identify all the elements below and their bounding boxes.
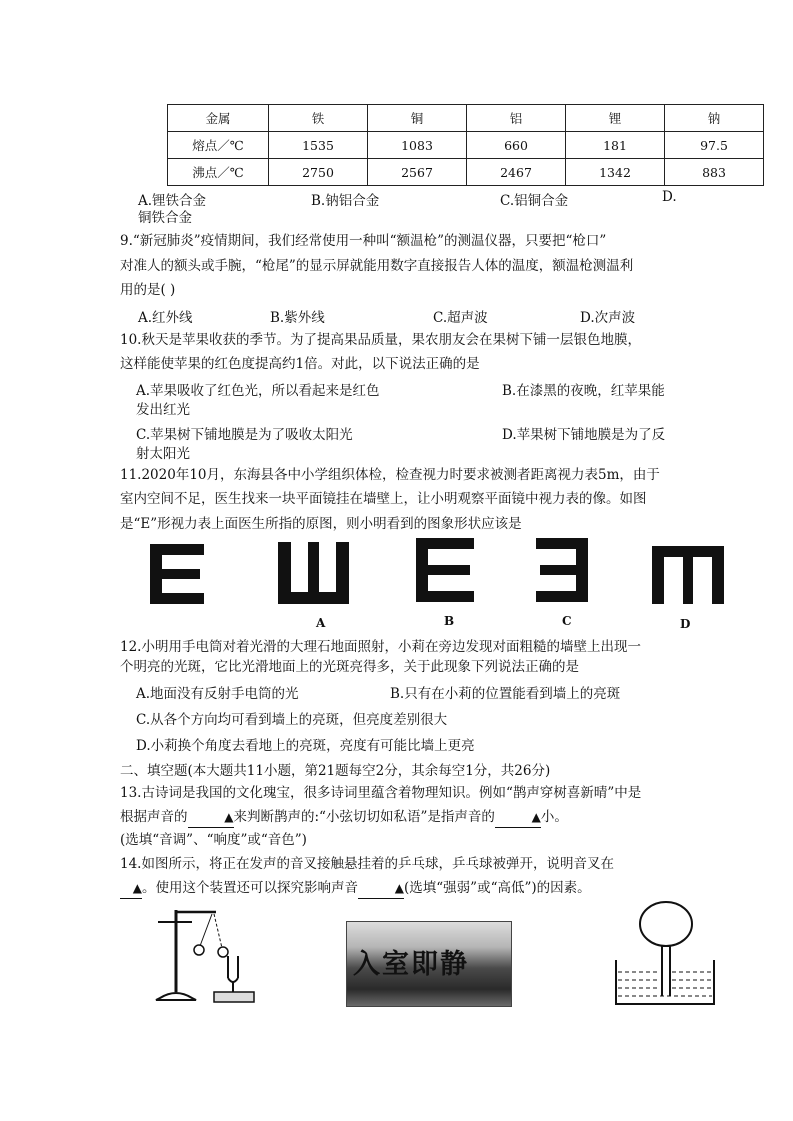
q8-option-a: A.锂铁合金 [138,193,207,209]
q12-stem-line1: 12.小明用手电筒对着光滑的大理石地面照射，小莉在旁边发现对面粗糙的墙壁上出现一 [120,639,641,655]
table-header-row [168,105,764,132]
e-option-b-label: B [444,614,455,628]
q14-stem-line2 [120,878,591,899]
table-row [168,132,764,159]
q13-text-part: 根据声音的 [120,809,188,825]
q9-stem-line1: 9.“新冠肺炎”疫情期间，我们经常使用一种叫“额温枪”的测温仪器，只要把“枪口” [120,233,607,249]
section-heading: 二、填空题(本大题共11小题，第21题每空2分，其余每空1分，共26分) [120,763,551,779]
table-header-cell: 铝 [467,105,566,132]
table-cell: 181 [566,132,665,159]
q9-stem-line2: 对准人的额头或手腕，“枪尾”的显示屏就能用数字直接报告人体的温度，额温枪测温利 [120,258,634,274]
q9-option-a: A.红外线 [138,310,193,326]
e-option-c-label: C [562,614,572,628]
blank-marker: ▲ [531,810,541,824]
quiet-sign-photo [346,921,512,1007]
q13-text-part: 小。 [540,809,568,825]
blank-marker: ▲ [224,810,234,824]
q10-option-b: B.在漆黑的夜晚，红苹果能 [502,383,665,399]
q14-text-part: (选填“强弱”或“高低”)的因素。 [404,880,591,896]
e-option-d-label: D [680,617,691,631]
table-cell: 2750 [269,159,368,186]
q13-stem-line2 [120,807,568,828]
q9-option-d: D.次声波 [580,310,636,326]
q11-stem-line2: 室内空间不足，医生找来一块平面镜挂在墙壁上，让小明观察平面镜中视力表的像。如图 [120,491,647,507]
q12-option-d: D.小莉换个角度去看地上的亮斑，亮度有可能比墙上更亮 [136,738,475,754]
e-option-d-icon [652,546,724,604]
q10-option-d: D.苹果树下铺地膜是为了反 [502,427,666,443]
table-cell: 1535 [269,132,368,159]
q12-option-c: C.从各个方向均可看到墙上的亮斑，但亮度差别很大 [136,712,448,728]
answer-blank[interactable] [188,807,234,828]
metal-properties-table [167,104,764,186]
e-option-b-icon [416,538,474,602]
table-row-label: 沸点／℃ [168,159,269,186]
q10-stem-line2: 这样能使苹果的红色度提高约1倍。对此，以下说法正确的是 [120,356,480,372]
q12-option-a: A.地面没有反射手电筒的光 [136,686,299,702]
q11-stem-line1: 11.2020年10月，东海县各中小学组织体检，检查视力时要求被测者距离视力表5m，由于 [120,467,660,483]
table-header-cell: 锂 [566,105,665,132]
blank-marker: ▲ [132,881,142,895]
q8-option-c: C.铝铜合金 [500,193,569,209]
quiet-sign-text: 入室即静 [353,949,469,980]
table-row [168,159,764,186]
table-row-label: 熔点／℃ [168,132,269,159]
table-cell: 2567 [368,159,467,186]
q8-option-b: B.钠铝合金 [311,193,380,209]
table-cell: 1342 [566,159,665,186]
table-cell: 883 [665,159,764,186]
q14-text-part: 。使用这个装置还可以探究影响声音 [142,880,358,896]
e-option-c-icon [536,538,588,602]
e-option-a-icon [278,542,349,604]
q9-option-c: C.超声波 [433,310,488,326]
table-header-cell: 铁 [269,105,368,132]
q8-option-d-continued: 铜铁合金 [138,210,192,226]
blank-marker: ▲ [394,881,404,895]
e-original-icon [150,544,204,604]
q8-option-d: D. [662,189,677,205]
e-option-a-label: A [316,616,326,630]
answer-blank[interactable] [358,878,404,899]
q13-text-part: 来判断鹊声的:“小弦切切如私语”是指声音的 [233,809,495,825]
q12-stem-line2: 个明亮的光斑，它比光滑地面上的光斑亮得多，关于此现象下列说法正确的是 [120,659,579,675]
answer-blank[interactable] [120,878,142,899]
q13-stem-line1: 13.古诗词是我国的文化瑰宝，很多诗词里蕴含着物理知识。例如“鹊声穿树喜新晴”中是 [120,785,642,801]
table-header-cell: 金属 [168,105,269,132]
table-header-cell: 铜 [368,105,467,132]
q10-option-a: A.苹果吸收了红色光，所以看起来是红色 [136,383,380,399]
q10-option-d-continued: 射太阳光 [136,446,190,462]
e-chart-figure [140,532,740,637]
q12-option-b: B.只有在小莉的位置能看到墙上的亮斑 [390,686,621,702]
q9-stem-line3: 用的是( ) [120,282,176,298]
table-cell: 660 [467,132,566,159]
table-header-cell: 钠 [665,105,764,132]
table-cell: 2467 [467,159,566,186]
q9-option-b: B.紫外线 [270,310,325,326]
q10-stem-line1: 10.秋天是苹果收获的季节。为了提高果品质量，果农朋友会在果树下铺一层银色地膜， [120,332,641,348]
answer-blank[interactable] [495,807,541,828]
q14-stem-line1: 14.如图所示，将正在发声的音叉接触悬挂着的乒乓球，乒乓球被弹开，说明音叉在 [120,856,614,872]
beaker-funnel-figure [604,900,724,1008]
table-cell: 1083 [368,132,467,159]
q10-option-c: C.苹果树下铺地膜是为了吸收太阳光 [136,427,353,443]
q11-stem-line3: 是“E”形视力表上面医生所指的原图，则小明看到的图象形状应该是 [120,516,522,532]
table-cell: 97.5 [665,132,764,159]
tuning-fork-apparatus-figure [152,906,277,1006]
q10-option-b-continued: 发出红光 [136,402,190,418]
q13-stem-line3: (选填“音调”、“响度”或“音色”) [120,832,307,848]
